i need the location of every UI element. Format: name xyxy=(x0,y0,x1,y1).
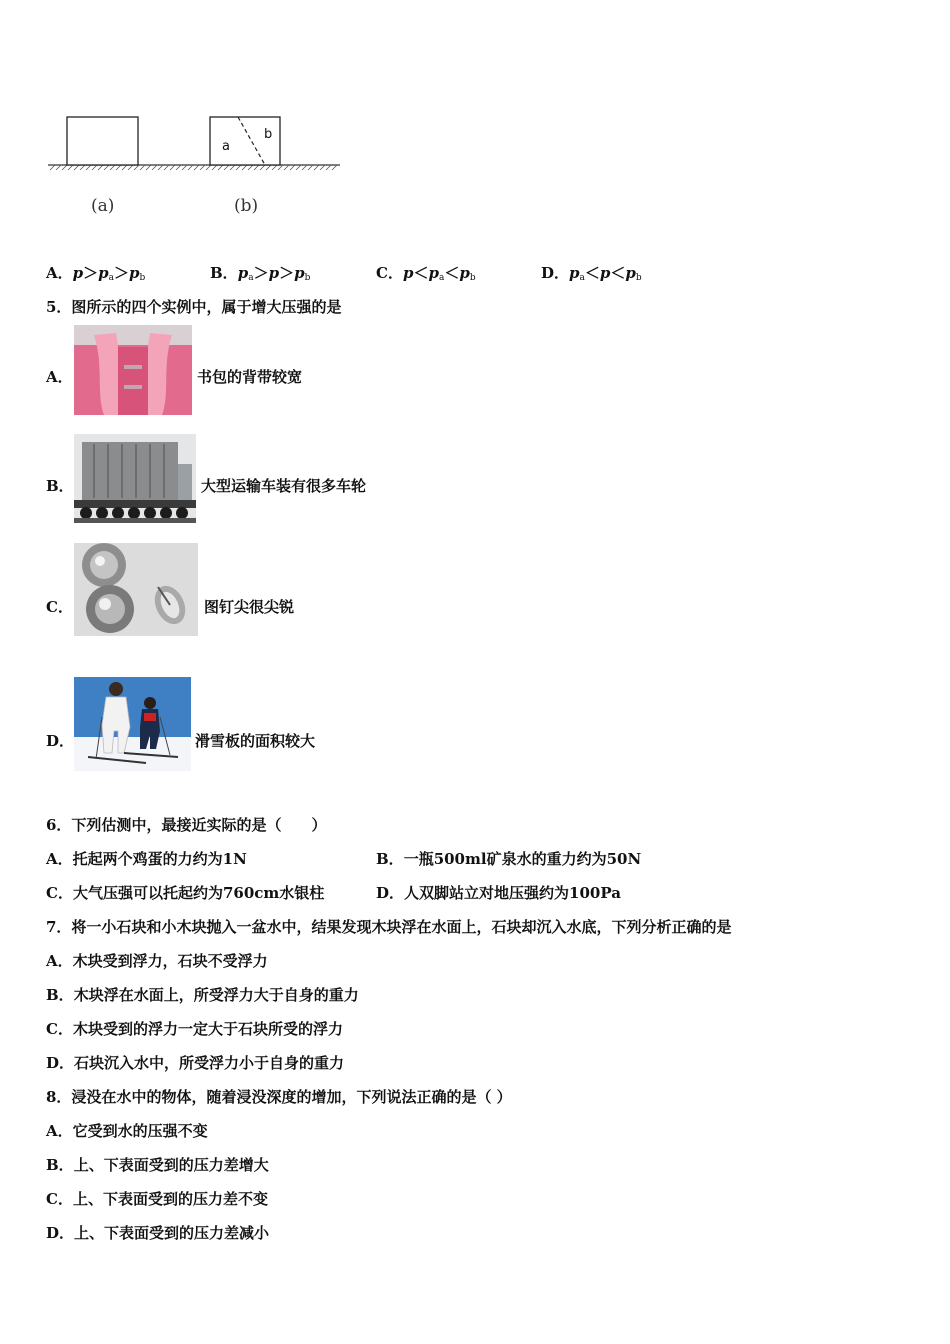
q6-option-b[interactable]: B．一瓶500ml矿泉水的重力约为50N xyxy=(376,850,642,868)
q7-stem: 7．将一小石块和小木块抛入一盆水中，结果发现木块浮在水面上，石块却沉入水底，下列分析正确的是 xyxy=(46,918,732,936)
q5-option-b-text[interactable]: 大型运输车装有很多车轮 xyxy=(201,477,367,495)
q6-option-a[interactable]: A．托起两个鸡蛋的力约为1N xyxy=(46,850,247,868)
skier-photo xyxy=(74,677,191,771)
label-b: (b) xyxy=(234,196,259,216)
block-b-part-b: b xyxy=(264,127,273,142)
q5-option-a-letter[interactable]: A． xyxy=(46,368,73,386)
q8-option-c[interactable]: C．上、下表面受到的压力差不变 xyxy=(46,1190,268,1208)
backpack-photo xyxy=(74,325,192,415)
q5-option-a-text[interactable]: 书包的背带较宽 xyxy=(197,368,303,386)
q7-option-b[interactable]: B．木块浮在水面上，所受浮力大于自身的重力 xyxy=(46,986,359,1004)
q5-option-b-letter[interactable]: B． xyxy=(46,477,74,495)
q6-option-c[interactable]: C．大气压强可以托起约为760cm水银柱 xyxy=(46,884,325,902)
q5-option-c-text[interactable]: 图钉尖很尖锐 xyxy=(204,598,295,616)
q4-option-b[interactable]: B．$p_a>p>p_b$ xyxy=(210,264,311,283)
q4-option-c[interactable]: C．$p<p_a<p_b$ xyxy=(376,264,476,283)
blocks-diagram xyxy=(46,110,346,180)
q8-option-a[interactable]: A．它受到水的压强不变 xyxy=(46,1122,208,1140)
truck-photo xyxy=(74,434,196,523)
q5-option-d-letter[interactable]: D． xyxy=(46,732,75,750)
q6-stem: 6．下列估测中，最接近实际的是（ ） xyxy=(46,816,327,834)
q8-option-d[interactable]: D．上、下表面受到的压力差减小 xyxy=(46,1224,270,1242)
q7-option-a[interactable]: A．木块受到浮力，石块不受浮力 xyxy=(46,952,268,970)
q7-option-d[interactable]: D．石块沉入水中，所受浮力小于自身的重力 xyxy=(46,1054,345,1072)
q7-option-c[interactable]: C．木块受到的浮力一定大于石块所受的浮力 xyxy=(46,1020,343,1038)
thumbtack-photo xyxy=(74,543,198,636)
q8-option-b[interactable]: B．上、下表面受到的压力差增大 xyxy=(46,1156,269,1174)
q5-stem: 5．图所示的四个实例中，属于增大压强的是 xyxy=(46,298,342,316)
q6-option-d[interactable]: D．人双脚站立对地压强约为100Pa xyxy=(376,884,621,902)
label-a: (a) xyxy=(91,196,115,216)
blocks-figure xyxy=(46,110,346,225)
block-a xyxy=(67,117,138,165)
q5-option-c-letter[interactable]: C． xyxy=(46,598,73,616)
q8-stem: 8．浸没在水中的物体，随着浸没深度的增加，下列说法正确的是（ ） xyxy=(46,1088,512,1106)
q4-option-a[interactable]: A．$p>p_a>p_b$ xyxy=(46,264,146,283)
q4-option-d[interactable]: D．$p_a<p<p_b$ xyxy=(541,264,642,283)
block-b-part-a: a xyxy=(222,139,230,154)
q5-option-d-text[interactable]: 滑雪板的面积较大 xyxy=(195,732,316,750)
